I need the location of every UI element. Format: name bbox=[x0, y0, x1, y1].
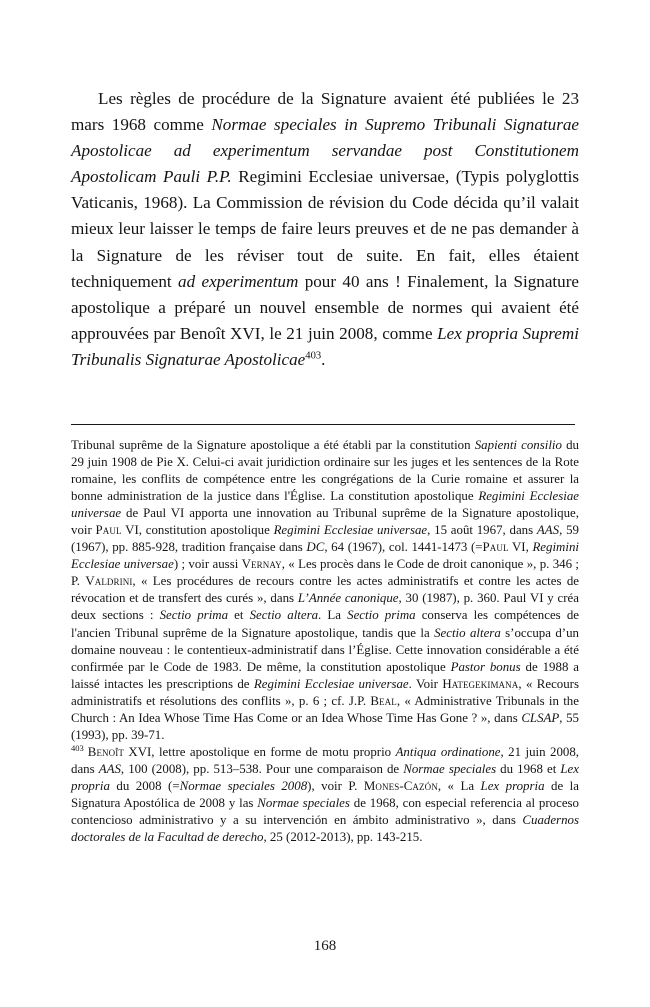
text-run: VI, bbox=[508, 540, 533, 555]
italic-run: Lex propria bbox=[71, 761, 580, 793]
footnote-reference-marker: 403 bbox=[305, 350, 322, 362]
text-run: , « Les procès dans le Code de droit canonique », p. 346 ; P. bbox=[71, 557, 579, 589]
text-run: de la Signatura Apostólica de 2008 y las bbox=[71, 778, 579, 810]
text-run: , « La bbox=[437, 778, 481, 793]
italic-run: Cuadernos doctorales de la Facultad de derecho bbox=[71, 813, 579, 845]
text-run: Regimini Ecclesiae universae, (Typis polyglottis Vaticanis, 1968). La Commission de révision du Code décida qu’il valait mieux leur laisser le temps de faire leurs preuves et de ne pas demander à la Signature de les réviser tout de suite. En fait, elles étaient techniquement bbox=[71, 167, 579, 291]
text-run: , « Administrative Tribunals in the Church : An Idea Whose Time Has Come or an Idea Whose Time Has Gone ? », dans bbox=[71, 693, 579, 725]
italic-run: Normae speciales 2008 bbox=[179, 778, 308, 793]
text-run: , 100 (2008), pp. 513–538. Pour une comparaison de bbox=[120, 761, 404, 776]
italic-run: Regimini Ecclesiae universae bbox=[71, 489, 579, 521]
smallcaps-run: Vernay bbox=[241, 557, 282, 572]
italic-run: DC bbox=[306, 540, 325, 555]
text-run: de Paul VI apporta une innovation au Tribunal suprême de la Signature apostolique, voir bbox=[71, 506, 579, 538]
text-run: pour 40 ans ! Finalement, la Signature apostolique a préparé un nouvel ensemble de normes qui avaient été approuvées par Benoît XVI, le 21 juin 2008, comme bbox=[71, 271, 579, 343]
text-run: . La bbox=[318, 608, 348, 623]
text-run: XVI, lettre apostolique en forme de motu proprio bbox=[123, 744, 396, 759]
text-run: Les règles de procédure de la Signature avaient été publiées le 23 mars 1968 comme bbox=[71, 89, 579, 135]
italic-run: L’Année canonique bbox=[297, 591, 399, 606]
italic-run: AAS bbox=[98, 761, 121, 776]
italic-run: Sapienti consilio bbox=[474, 438, 562, 452]
text-run: , 55 (1993), pp. 39-71. bbox=[71, 710, 579, 742]
footnote-separator-rule bbox=[71, 424, 575, 425]
italic-run: Sectio altera bbox=[249, 608, 319, 623]
italic-run: Sectio altera bbox=[434, 625, 501, 640]
text-run: du 1968 et bbox=[496, 761, 561, 776]
text-run: . Voir bbox=[408, 676, 443, 691]
text-run: du 29 juin 1908 de Pie X. Celui-ci avait juridiction ordinaire sur les juges et les sentences de la Rote romaine, les conflits de compétence entre les congrégations de la Curie romaine et assurer la bonne administration de la justice dans l'Église. La constitution apostolique bbox=[71, 438, 579, 504]
text-run: ), voir P. bbox=[307, 778, 364, 793]
footnote-continued bbox=[71, 437, 579, 744]
italic-run: Lex propria Supremi Tribunalis Signaturae Apostolicae bbox=[71, 323, 579, 369]
text-run: et bbox=[228, 608, 250, 623]
text-run: de 1968, con especial referencia al proceso contencioso administrativo y a su intervención en ámbito administrativo », dans bbox=[71, 795, 580, 828]
smallcaps-run: Hategekimana bbox=[442, 676, 519, 691]
text-run: , 59 (1967), pp. 885-928, tradition française dans bbox=[71, 523, 579, 555]
text-run: . bbox=[321, 349, 326, 369]
text-run: ) ; voir aussi bbox=[173, 557, 242, 572]
italic-run: AAS bbox=[536, 523, 560, 538]
text-run: s’occupa d’un domaine nouveau : le contentieux-administratif dans l’Église. Cette innovation considérable a été confirmée par le Code de 1983. De même, la constitution apostolique bbox=[71, 625, 579, 674]
smallcaps-run: Beal bbox=[370, 693, 397, 708]
text-run: Tribunal suprême de la Signature apostolique a été établi par la constitution bbox=[71, 438, 475, 452]
text-run: , 25 (2012-2013), pp. 143-215. bbox=[263, 830, 423, 845]
body-text-column bbox=[71, 86, 579, 373]
text-run: , « Les procédures de recours contre les actes administratifs et contre les actes de révocation et de transfert des curés », dans bbox=[71, 574, 580, 606]
text-run: de 1988 a laissé intactes les prescriptions de bbox=[71, 659, 580, 691]
italic-run: Sectio prima bbox=[347, 608, 416, 623]
italic-run: Regimini Ecclesiae universae bbox=[273, 523, 428, 538]
body-paragraph bbox=[71, 86, 579, 373]
italic-run: ad experimentum bbox=[178, 271, 299, 291]
text-run: , 64 (1967), col. 1441-1473 (= bbox=[324, 540, 483, 555]
smallcaps-run: Benoît bbox=[87, 744, 124, 759]
italic-run: Normae speciales bbox=[403, 761, 497, 776]
smallcaps-run: Paul bbox=[482, 540, 509, 555]
footnote-403 bbox=[71, 744, 579, 846]
smallcaps-run: Paul bbox=[95, 523, 122, 538]
text-run: du 2008 (= bbox=[109, 778, 180, 793]
italic-run: CLSAP bbox=[521, 710, 560, 725]
italic-run: Normae speciales in Supremo Tribunali Signaturae Apostolicae ad experimentum servandae post Constitutionem Apostolicam Pauli P.P. bbox=[71, 115, 579, 187]
italic-run: Regimini Ecclesiae universae bbox=[253, 676, 409, 691]
italic-run: Antiqua ordinatione bbox=[395, 744, 501, 759]
page-number: 168 bbox=[313, 938, 337, 954]
italic-run: Lex propria bbox=[480, 778, 545, 793]
italic-run: Regimini Ecclesiae universae bbox=[71, 540, 579, 572]
text-run: conserva les compétences de l'ancien Tribunal suprême de la Signature apostolique, tandis que la bbox=[71, 608, 579, 640]
footnote-number: 403 bbox=[71, 742, 84, 753]
text-run: VI, constitution apostolique bbox=[121, 523, 274, 538]
italic-run: Pastor bonus bbox=[450, 659, 521, 674]
smallcaps-run: Mones-Cazón bbox=[363, 778, 438, 793]
italic-run: Normae speciales bbox=[257, 795, 350, 810]
text-run: , 30 (1987), p. 360. Paul VI y créa deux sections : bbox=[71, 591, 579, 623]
text-run: , 21 juin 2008, dans bbox=[71, 744, 580, 776]
smallcaps-run: Valdrini bbox=[85, 574, 133, 589]
text-run: , 15 août 1967, dans bbox=[427, 523, 537, 538]
italic-run: Sectio prima bbox=[159, 608, 229, 623]
text-run: , « Recours administratifs et résolutions des conflits », p. 6 ; cf. J.P. bbox=[71, 676, 579, 708]
footnote-area bbox=[71, 437, 579, 846]
